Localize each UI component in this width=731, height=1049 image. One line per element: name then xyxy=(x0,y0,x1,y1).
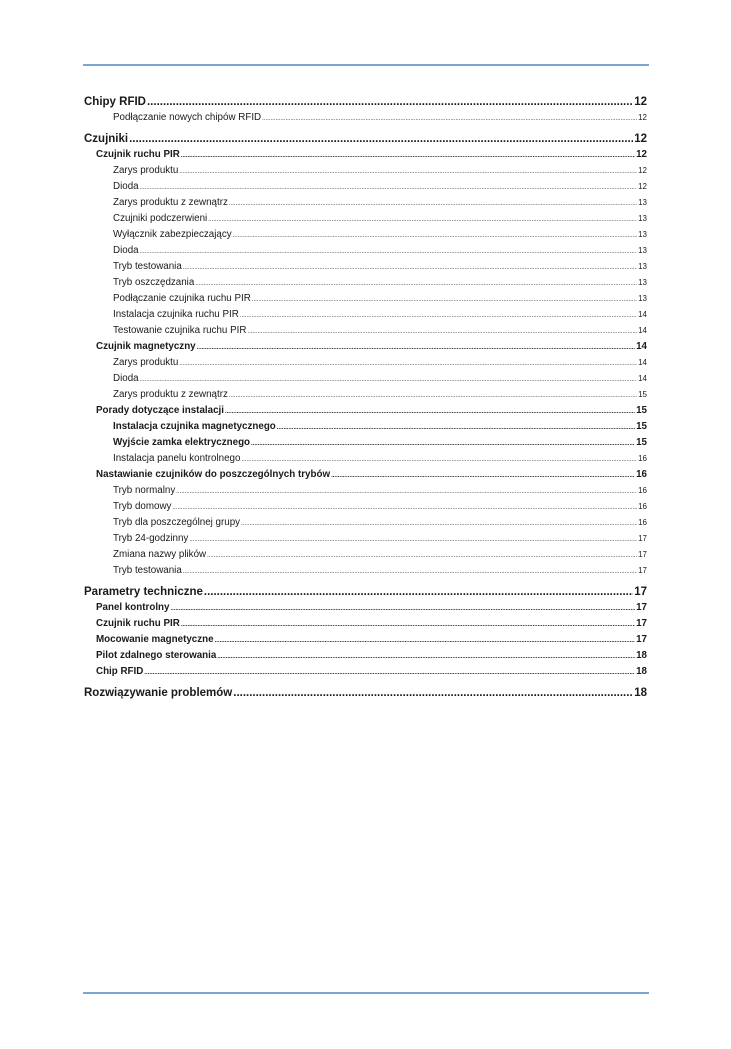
dot-leader xyxy=(208,211,637,227)
dot-leader xyxy=(225,403,635,419)
footer-rule xyxy=(83,992,649,994)
toc-entry[interactable] xyxy=(84,179,647,195)
dot-leader xyxy=(176,483,637,499)
dot-leader xyxy=(262,110,637,126)
toc-entry[interactable] xyxy=(84,387,647,403)
dot-leader xyxy=(183,563,637,579)
toc-entry-title: Tryb testowania xyxy=(113,565,182,576)
toc-entry-page: 17 xyxy=(636,602,647,613)
toc-entry-page: 12 xyxy=(636,149,647,160)
toc-entry[interactable] xyxy=(84,483,647,499)
toc-entry-page: 16 xyxy=(638,518,647,527)
toc-entry-page: 17 xyxy=(634,586,647,598)
toc-entry[interactable] xyxy=(84,291,647,307)
toc-entry-title: Czujnik ruchu PIR xyxy=(96,149,180,160)
toc-entry-page: 13 xyxy=(638,214,647,223)
toc-entry-title: Rozwiązywanie problemów xyxy=(84,687,233,699)
table-of-contents xyxy=(84,94,647,701)
dot-leader xyxy=(195,275,637,291)
header-rule xyxy=(83,64,649,66)
toc-entry[interactable] xyxy=(84,211,647,227)
dot-leader xyxy=(233,227,637,243)
toc-entry[interactable] xyxy=(84,515,647,531)
dot-leader xyxy=(241,451,637,467)
dot-leader xyxy=(233,685,633,701)
toc-entry[interactable] xyxy=(84,600,647,616)
dot-leader xyxy=(241,515,637,531)
toc-entry-title: Zarys produktu z zewnątrz xyxy=(113,197,228,208)
toc-entry-title: Podłączanie nowych chipów RFID xyxy=(113,112,262,123)
toc-entry-title: Panel kontrolny xyxy=(96,602,170,613)
toc-entry-page: 13 xyxy=(638,198,647,207)
toc-entry-title: Zarys produktu xyxy=(113,357,179,368)
toc-entry-title: Tryb normalny xyxy=(113,485,176,496)
toc-entry-page: 15 xyxy=(636,437,647,448)
dot-leader xyxy=(252,291,637,307)
toc-entry-title: Podłączanie czujnika ruchu PIR xyxy=(113,293,251,304)
toc-entry-page: 16 xyxy=(638,502,647,511)
toc-entry-title: Dioda xyxy=(113,373,139,384)
toc-entry-title: Pilot zdalnego sterowania xyxy=(96,650,217,661)
dot-leader xyxy=(183,259,637,275)
dot-leader xyxy=(181,616,635,632)
toc-entry-title: Tryb testowania xyxy=(113,261,182,272)
toc-entry-page: 12 xyxy=(638,113,647,122)
dot-leader xyxy=(229,387,637,403)
dot-leader xyxy=(277,419,635,435)
toc-entry-title: Porady dotyczące instalacji xyxy=(96,405,224,416)
toc-entry-title: Tryb oszczędzania xyxy=(113,277,195,288)
dot-leader xyxy=(179,163,637,179)
dot-leader xyxy=(140,243,637,259)
toc-entry-title: Instalacja czujnika ruchu PIR xyxy=(113,309,239,320)
toc-entry[interactable] xyxy=(84,499,647,515)
toc-entry[interactable] xyxy=(84,371,647,387)
toc-entry-page: 17 xyxy=(638,550,647,559)
dot-leader xyxy=(217,648,635,664)
toc-entry[interactable] xyxy=(84,616,647,632)
dot-leader xyxy=(204,584,633,600)
dot-leader xyxy=(140,371,637,387)
toc-entry-page: 13 xyxy=(638,246,647,255)
toc-entry-page: 12 xyxy=(638,166,647,175)
dot-leader xyxy=(144,664,635,680)
toc-entry-page: 17 xyxy=(638,534,647,543)
toc-entry[interactable] xyxy=(84,195,647,211)
toc-entry-page: 16 xyxy=(636,469,647,480)
toc-entry-page: 13 xyxy=(638,278,647,287)
toc-entry-page: 16 xyxy=(638,486,647,495)
toc-entry-title: Zarys produktu xyxy=(113,165,179,176)
toc-entry-title: Tryb domowy xyxy=(113,501,172,512)
toc-entry[interactable] xyxy=(84,163,647,179)
toc-entry-page: 17 xyxy=(636,618,647,629)
dot-leader xyxy=(197,339,635,355)
toc-entry-page: 14 xyxy=(638,374,647,383)
toc-entry-title: Czujniki podczerwieni xyxy=(113,213,208,224)
toc-entry[interactable] xyxy=(84,664,647,680)
toc-entry[interactable] xyxy=(84,275,647,291)
toc-entry-page: 14 xyxy=(638,358,647,367)
toc-entry-page: 13 xyxy=(638,230,647,239)
dot-leader xyxy=(172,499,637,515)
toc-entry-page: 13 xyxy=(638,294,647,303)
dot-leader xyxy=(171,600,636,616)
dot-leader xyxy=(240,307,637,323)
toc-entry-title: Wyjście zamka elektrycznego xyxy=(113,437,251,448)
toc-entry-title: Mocowanie magnetyczne xyxy=(96,634,214,645)
dot-leader xyxy=(181,147,635,163)
dot-leader xyxy=(229,195,637,211)
toc-entry-page: 14 xyxy=(638,326,647,335)
dot-leader xyxy=(129,131,633,147)
toc-entry-page: 17 xyxy=(638,566,647,575)
toc-entry-title: Tryb 24-godzinny xyxy=(113,533,189,544)
toc-entry-title: Dioda xyxy=(113,245,139,256)
toc-entry[interactable] xyxy=(84,419,647,435)
toc-entry-page: 16 xyxy=(638,454,647,463)
toc-entry[interactable] xyxy=(84,547,647,563)
toc-entry[interactable] xyxy=(84,355,647,371)
toc-entry-page: 12 xyxy=(638,182,647,191)
toc-entry[interactable] xyxy=(84,94,647,110)
toc-entry-page: 18 xyxy=(634,687,647,699)
toc-entry-page: 15 xyxy=(638,390,647,399)
toc-entry[interactable] xyxy=(84,467,647,483)
toc-entry-title: Parametry techniczne xyxy=(84,586,203,598)
toc-entry[interactable] xyxy=(84,110,647,126)
toc-entry[interactable] xyxy=(84,685,647,701)
toc-entry[interactable] xyxy=(84,339,647,355)
toc-entry-title: Tryb dla poszczególnej grupy xyxy=(113,517,241,528)
toc-entry-title: Zarys produktu z zewnątrz xyxy=(113,389,228,400)
toc-entry-title: Chip RFID xyxy=(96,666,144,677)
toc-entry[interactable] xyxy=(84,648,647,664)
dot-leader xyxy=(251,435,635,451)
toc-entry-title: Czujniki xyxy=(84,133,129,145)
toc-entry-page: 14 xyxy=(636,341,647,352)
toc-entry-title: Testowanie czujnika ruchu PIR xyxy=(113,325,247,336)
toc-entry[interactable] xyxy=(84,323,647,339)
toc-entry-title: Instalacja czujnika magnetycznego xyxy=(113,421,276,432)
toc-entry-title: Chipy RFID xyxy=(84,96,146,108)
toc-entry[interactable] xyxy=(84,531,647,547)
toc-entry-page: 13 xyxy=(638,262,647,271)
toc-entry-page: 17 xyxy=(636,634,647,645)
toc-entry-page: 14 xyxy=(638,310,647,319)
toc-entry[interactable] xyxy=(84,584,647,600)
toc-entry-title: Czujnik magnetyczny xyxy=(96,341,196,352)
toc-entry[interactable] xyxy=(84,403,647,419)
toc-entry[interactable] xyxy=(84,227,647,243)
dot-leader xyxy=(147,94,633,110)
dot-leader xyxy=(179,355,637,371)
toc-entry-title: Instalacja panelu kontrolnego xyxy=(113,453,241,464)
toc-entry[interactable] xyxy=(84,451,647,467)
toc-entry-title: Nastawianie czujników do poszczególnych trybów xyxy=(96,469,331,480)
dot-leader xyxy=(189,531,637,547)
dot-leader xyxy=(215,632,636,648)
toc-entry[interactable] xyxy=(84,147,647,163)
toc-entry-page: 12 xyxy=(634,133,647,145)
toc-entry-page: 12 xyxy=(634,96,647,108)
toc-entry-title: Wyłącznik zabezpieczający xyxy=(113,229,232,240)
toc-entry[interactable] xyxy=(84,632,647,648)
toc-entry-page: 15 xyxy=(636,421,647,432)
toc-entry[interactable] xyxy=(84,259,647,275)
dot-leader xyxy=(140,179,637,195)
toc-entry[interactable] xyxy=(84,131,647,147)
dot-leader xyxy=(247,323,637,339)
toc-entry[interactable] xyxy=(84,435,647,451)
toc-entry[interactable] xyxy=(84,307,647,323)
toc-entry[interactable] xyxy=(84,243,647,259)
toc-entry-page: 18 xyxy=(636,650,647,661)
dot-leader xyxy=(207,547,637,563)
toc-entry-page: 15 xyxy=(636,405,647,416)
toc-entry-title: Dioda xyxy=(113,181,139,192)
toc-entry-title: Zmiana nazwy plików xyxy=(113,549,207,560)
toc-entry-title: Czujnik ruchu PIR xyxy=(96,618,180,629)
dot-leader xyxy=(331,467,635,483)
toc-entry-page: 18 xyxy=(636,666,647,677)
toc-entry[interactable] xyxy=(84,563,647,579)
